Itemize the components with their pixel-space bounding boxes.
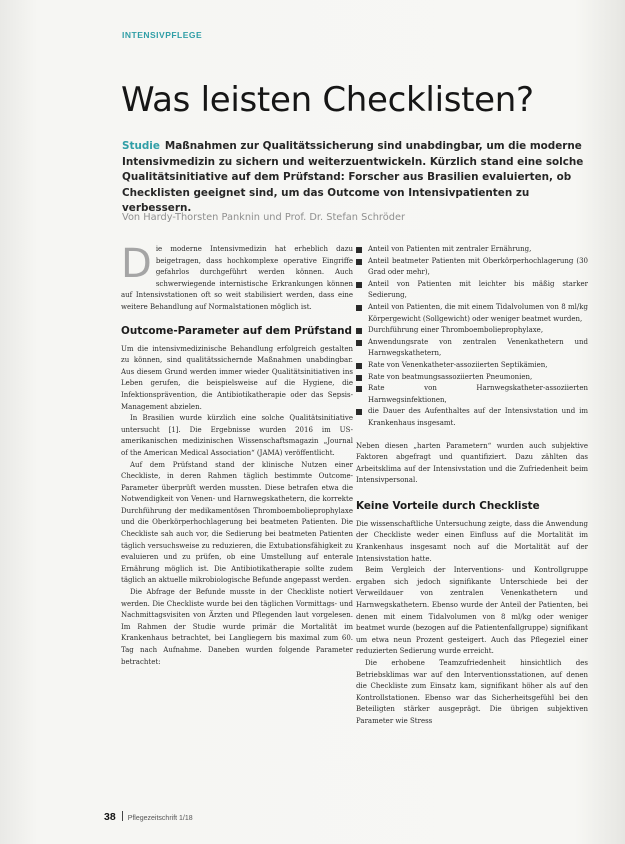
lead-tag: Studie [122, 140, 160, 152]
lead-text: Maßnahmen zur Qualitätssicherung sind unabdingbar, um die moderne Intensivmedizin zu sichern und weiterzuentwickeln. Kürzlich stand eine solche Qualitätsinitiative auf dem Prüfstand: Forscher aus Brasilien evaluierten, ob Checklisten geeignet sind, um das Outcome von Intensivpatienten zu verbessern. [122, 140, 584, 215]
bullet-square-icon [356, 340, 362, 346]
page-number: 38 [104, 811, 116, 823]
list-item: Anteil von Patienten, die mit einem Tidalvolumen von 8 ml/kg Körpergewicht (Sollgewicht) oder weniger beatmet wurden, [356, 302, 588, 325]
article-title: Was leisten Checklisten? [121, 80, 534, 120]
body-paragraph: Die Abfrage der Befunde musste in der Checkliste notiert werden. Die Checkliste wurde bei den täglichen Vormittags- und Nachmittagsvisiten von Ärzten und Pflegenden laut vorgelesen. Im Rahmen der Studie wurde primär die Mortalität im Krankenhaus betrachtet, bei Langliegern bis maximal zum 60. Tag nach Aufnahme. Daneben wurden folgende Parameter betrachtet: [121, 588, 353, 666]
body-paragraph: In Brasilien wurde kürzlich eine solche Qualitätsinitiative untersucht [1]. Die Ergebnisse wurden 2016 im US-amerikanischen medizinischen Wissenschaftsmagazin „Journal of the American Medical Association“ (JAMA) veröffentlicht. [121, 414, 353, 457]
author-line: Von Hardy-Thorsten Panknin und Prof. Dr. Stefan Schröder [122, 212, 405, 223]
bullet-square-icon [356, 259, 362, 265]
bullet-square-icon [356, 409, 362, 415]
bullet-square-icon [356, 328, 362, 334]
heading-keine-vorteile: Keine Vorteile durch Checkliste [356, 499, 540, 512]
right-text [356, 441, 588, 728]
bullet-square-icon [356, 375, 362, 381]
drop-cap: D [121, 241, 152, 287]
body-paragraph: Um die intensivmedizinische Behandlung erfolgreich gestalten zu können, sind qualitätssichernde Maßnahmen unabdingbar. Aus diesem Grund werden immer wieder Qualitätsinitiativen ins Leben gerufen, die beispielsweise auf die Hygiene, die Infektionsprävention, die Antibiotikatherapie oder das Sepsis-Management abzielen. [121, 344, 353, 411]
body-paragraph: Beim Vergleich der Interventions- und Kontrollgruppe ergaben sich jedoch signifikante Unterschiede bei der Verweildauer von zentralen Venenkathetern und Harnwegskathetern. Ebenso wurde der Anteil der Patienten, bei denen mit einem Tidalvolumen von 8 ml/kg oder weniger beatmet wurde (bezogen auf die Patientenfallgruppe) signifikant um etwa neun Prozent gesteigert. Auch das Pflegeziel einer reduzierten Sedierung wurde erreicht. [356, 566, 588, 656]
list-item: Anteil von Patienten mit zentraler Ernährung, [356, 244, 588, 256]
left-column [121, 241, 353, 668]
list-item: Anteil beatmeter Patienten mit Oberkörperhochlagerung (30 Grad oder mehr), [356, 256, 588, 279]
footer-divider [122, 811, 123, 821]
page-footer [104, 811, 193, 823]
publication-name: Pflegezeitschrift 1/18 [127, 815, 193, 822]
list-item: Rate von Harnwegskatheter-assoziierten Harnwegsinfektionen, [356, 383, 588, 406]
bullet-square-icon [356, 247, 362, 253]
bullet-square-icon [356, 386, 362, 392]
body-paragraph: Die erhobene Teamzufriedenheit hinsichtlich des Betriebsklimas war auf den Interventionsstationen, auf denen die Checkliste zum Einsatz kam, signifikant höher als auf den Kontrollstationen. Ebenso war das Sicherheitsgefühl bei den Beteiligten stärker ausgeprägt. Die übrigen subjektiven Parameter wie Stress [356, 659, 588, 725]
section-label: INTENSIVPFLEGE [122, 30, 203, 40]
list-item: die Dauer des Aufenthaltes auf der Intensivstation und im Krankenhaus insgesamt. [356, 406, 588, 429]
bullet-square-icon [356, 363, 362, 369]
list-item: Rate von Venenkatheter-assoziierten Septikämien, [356, 360, 588, 372]
list-item: Anteil von Patienten mit leichter bis mäßig starker Sedierung, [356, 279, 588, 302]
bullet-square-icon [356, 282, 362, 288]
body-paragraph: Neben diesen „harten Parametern“ wurden auch subjektive Faktoren abgefragt und quantifiziert. Dazu zählten das Arbeitsklima auf der Intensivstation und die Zufriedenheit beim Intensivpersonal. [356, 441, 588, 485]
article-lead [122, 139, 592, 217]
heading-outcome-parameter: Outcome-Parameter auf dem Prüfstand [121, 324, 352, 337]
list-item: Durchführung einer Thromboembolieprophylaxe, [356, 325, 588, 337]
body-paragraph: Die wissenschaftliche Untersuchung zeigte, dass die Anwendung der Checkliste weder einen Einfluss auf die Mortalität im Krankenhaus insgesamt noch auf die Mortalität auf der Intensivstation hatte. [356, 519, 588, 563]
bullet-square-icon [356, 305, 362, 311]
parameter-list [356, 244, 588, 430]
intro-paragraph: Die moderne Intensivmedizin hat erheblich dazu beigetragen, dass hochkomplexe operative Eingriffe gefahrlos durchgeführt werden können. Auch schwerwiegende internistische Erkrankungen können auf Intensivstationen oft so weit stabilisiert werden, dass eine weitere Behandlung auf Normalstationen möglich ist. [121, 241, 353, 311]
body-paragraph: Auf dem Prüfstand stand der klinische Nutzen einer Checkliste, in deren Rahmen täglich bestimmte Outcome-Parameter überprüft werden mussten. Diese betrafen etwa die Notwendigkeit von Venen- und Harnwegskathetern, die korrekte Durchführung der medikamentösen Thromboembolieprophylaxe und die Oberkörperhochlagerung bei beatmeten Patienten. Die Checkliste sah auch vor, die Sedierung bei beatmeten Patienten täglich versuchsweise zu reduzieren, die Extubationsfähigkeit zu evaluieren und zu prüfen, ob eine Umstellung auf enterale Ernährung möglich ist. Die Antibiotikatherapie sollte zudem täglich an aktuelle mikrobiologische Befunde angepasst werden. [121, 460, 353, 585]
list-item: Rate von beatmungsassoziierten Pneumonien, [356, 372, 588, 384]
list-item: Anwendungsrate von zentralen Venenkathetern und Harnwegskathetern, [356, 337, 588, 360]
right-column [356, 244, 588, 728]
